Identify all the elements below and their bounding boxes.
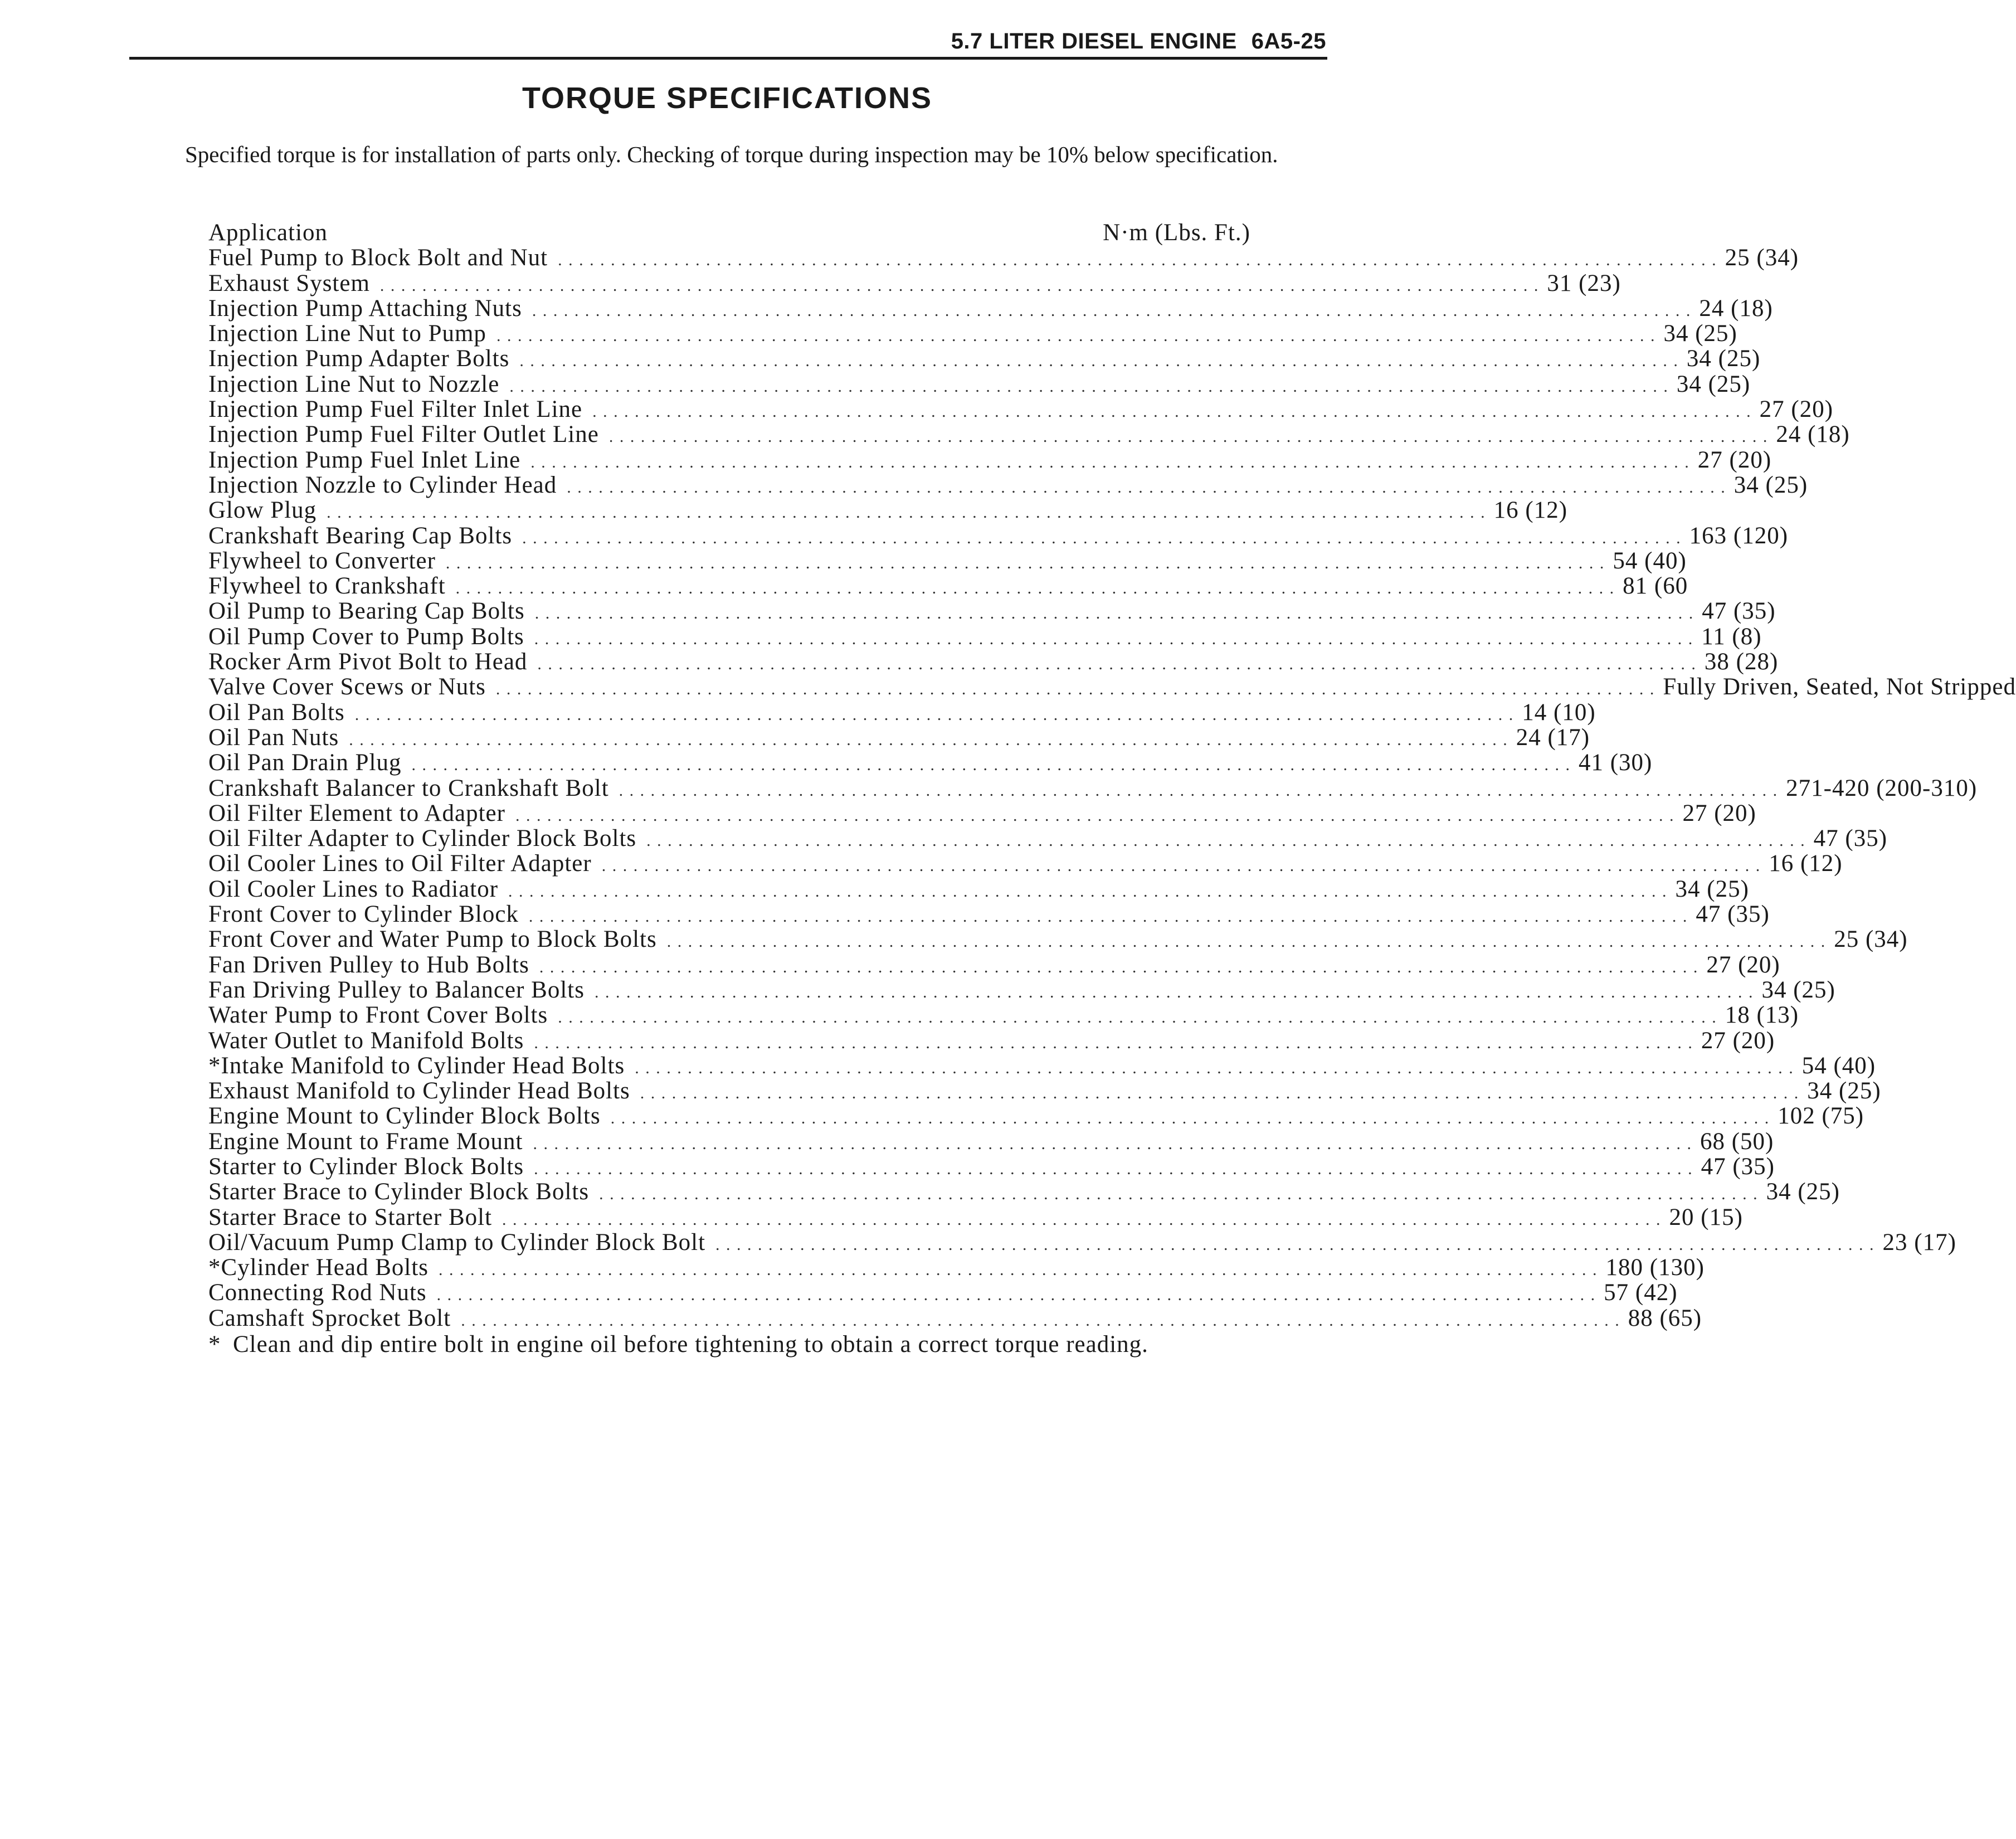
torque-cell: 54 (40) xyxy=(1613,547,1687,574)
dot-leader: . . . . . . . . . . . . . . . . . . . . . . . . . . . . . . . . . . . . . . . . . . . . . . . . . . . . . . . . . . . . . . . . . . . . . . . . . . . . . . . . . . . . . . . . . . . . . . . . . . . . . . . . . . . . . . xyxy=(534,629,1694,648)
application-cell: Oil Pan Drain Plug xyxy=(208,750,402,776)
torque-cell: 41 (30) xyxy=(1578,750,1653,776)
application-cell: Oil Pump to Bearing Cap Bolts xyxy=(208,598,525,625)
application-cell: Valve Cover Scews or Nuts xyxy=(208,674,486,700)
header-rule xyxy=(129,57,1327,60)
table-row xyxy=(208,295,1773,322)
table-row xyxy=(208,951,1780,978)
footnote-text: Clean and dip entire bolt in engine oil before tightening to obtain a correct torque reading. xyxy=(233,1331,1148,1358)
torque-cell: 27 (20) xyxy=(1701,1027,1775,1054)
application-cell: Engine Mount to Cylinder Block Bolts xyxy=(208,1103,601,1130)
application-cell: Water Pump to Front Cover Bolts xyxy=(208,1002,548,1029)
dot-leader: . . . . . . . . . . . . . . . . . . . . . . . . . . . . . . . . . . . . . . . . . . . . . . . . . . . . . . . . . . . . . . . . . . . . . . . . . . . . . . . . . . . . . . . . . . . . . . . . . . . . . . . . . . . . . . xyxy=(635,1058,1794,1077)
section-title: 5.7 LITER DIESEL ENGINE xyxy=(951,29,1237,53)
table-row xyxy=(208,471,1808,498)
application-cell: Oil Cooler Lines to Radiator xyxy=(208,875,499,902)
table-row xyxy=(208,674,2016,700)
torque-cell: 34 (25) xyxy=(1761,976,1835,1003)
torque-cell: 180 (130) xyxy=(1605,1254,1705,1281)
application-cell: Flywheel to Converter xyxy=(208,547,436,574)
table-row xyxy=(208,976,1835,1003)
table-row xyxy=(208,775,1978,801)
torque-cell: 34 (25) xyxy=(1663,320,1737,347)
application-cell: Injection Pump Attaching Nuts xyxy=(208,295,522,322)
table-body xyxy=(208,245,2016,1331)
dot-leader: . . . . . . . . . . . . . . . . . . . . . . . . . . . . . . . . . . . . . . . . . . . . . . . . . . . . . . . . . . . . . . . . . . . . . . . . . . . . . . . . . . . . . . . . . . . . . . . . . . . . . . . . . . . . . . xyxy=(533,1134,1692,1153)
dot-leader: . . . . . . . . . . . . . . . . . . . . . . . . . . . . . . . . . . . . . . . . . . . . . . . . . . . . . . . . . . . . . . . . . . . . . . . . . . . . . . . . . . . . . . . . . . . . . . . . . . . . . . . . . . . . . . xyxy=(715,1235,1875,1254)
application-cell: Starter to Cylinder Block Bolts xyxy=(208,1153,524,1180)
application-cell: Exhaust System xyxy=(208,270,370,296)
table-row xyxy=(208,598,1776,625)
application-cell: *Intake Manifold to Cylinder Head Bolts xyxy=(208,1052,625,1079)
application-cell: Oil Filter Adapter to Cylinder Block Bolts xyxy=(208,825,637,852)
table-row xyxy=(208,649,1779,675)
torque-cell: 57 (42) xyxy=(1604,1279,1678,1306)
table-row xyxy=(208,724,1590,751)
intro-paragraph: Specified torque is for installation of parts only. Checking of torque during inspection may be 10% below specification. xyxy=(185,142,1278,167)
dot-leader: . . . . . . . . . . . . . . . . . . . . . . . . . . . . . . . . . . . . . . . . . . . . . . . . . . . . . . . . . . . . . . . . . . . . . . . . . . . . . . . . . . . . . . . . . . . . . . . . . . . . . . . . . . . . . . xyxy=(610,1109,1770,1128)
application-cell: Fuel Pump to Block Bolt and Nut xyxy=(208,245,548,271)
application-cell: Oil/Vacuum Pump Clamp to Cylinder Block Bolt xyxy=(208,1229,706,1256)
application-cell: Fan Driven Pulley to Hub Bolts xyxy=(208,951,529,978)
torque-cell: 25 (34) xyxy=(1834,926,1908,953)
dot-leader: . . . . . . . . . . . . . . . . . . . . . . . . . . . . . . . . . . . . . . . . . . . . . . . . . . . . . . . . . . . . . . . . . . . . . . . . . . . . . . . . . . . . . . . . . . . . . . . . . . . . . . . . . . . . . . xyxy=(599,1185,1759,1204)
application-cell: Oil Filter Element to Adapter xyxy=(208,800,505,826)
application-cell: Oil Pump Cover to Pump Bolts xyxy=(208,623,524,650)
torque-cell: 27 (20) xyxy=(1682,800,1756,826)
table-row xyxy=(208,1279,1678,1306)
application-cell: Fan Driving Pulley to Balancer Bolts xyxy=(208,976,585,1003)
dot-leader: . . . . . . . . . . . . . . . . . . . . . . . . . . . . . . . . . . . . . . . . . . . . . . . . . . . . . . . . . . . . . . . . . . . . . . . . . . . . . . . . . . . . . . . . . . . . . . . . . . . . . . . . . . . . . . xyxy=(519,352,1679,371)
torque-cell: 38 (28) xyxy=(1704,649,1779,675)
table-row xyxy=(208,547,1687,574)
dot-leader: . . . . . . . . . . . . . . . . . . . . . . . . . . . . . . . . . . . . . . . . . . . . . . . . . . . . . . . . . . . . . . . . . . . . . . . . . . . . . . . . . . . . . . . . . . . . . . . . . . . . . . . . . . . . . . xyxy=(411,756,1571,775)
table-row xyxy=(208,1179,1840,1205)
torque-cell: Fully Driven, Seated, Not Stripped xyxy=(1663,674,2016,700)
table-row xyxy=(208,623,1762,650)
torque-cell: 47 (35) xyxy=(1696,901,1770,928)
dot-leader: . . . . . . . . . . . . . . . . . . . . . . . . . . . . . . . . . . . . . . . . . . . . . . . . . . . . . . . . . . . . . . . . . . . . . . . . . . . . . . . . . . . . . . . . . . . . . . . . . . . . . . . . . . . . . . xyxy=(646,831,1806,850)
dot-leader: . . . . . . . . . . . . . . . . . . . . . . . . . . . . . . . . . . . . . . . . . . . . . . . . . . . . . . . . . . . . . . . . . . . . . . . . . . . . . . . . . . . . . . . . . . . . . . . . . . . . . . . . . . . . . . xyxy=(530,453,1690,471)
dot-leader: . . . . . . . . . . . . . . . . . . . . . . . . . . . . . . . . . . . . . . . . . . . . . . . . . . . . . . . . . . . . . . . . . . . . . . . . . . . . . . . . . . . . . . . . . . . . . . . . . . . . . . . . . . . . . . xyxy=(534,1033,1693,1052)
application-cell: Rocker Arm Pivot Bolt to Head xyxy=(208,649,528,675)
torque-cell: 27 (20) xyxy=(1706,951,1780,978)
torque-cell: 24 (18) xyxy=(1776,421,1850,448)
running-head xyxy=(951,29,1326,54)
footnote xyxy=(208,1332,1191,1357)
application-cell: Glow Plug xyxy=(208,497,317,524)
torque-cell: 54 (40) xyxy=(1801,1052,1876,1079)
application-cell: Oil Pan Nuts xyxy=(208,724,339,751)
dot-leader: . . . . . . . . . . . . . . . . . . . . . . . . . . . . . . . . . . . . . . . . . . . . . . . . . . . . . . . . . . . . . . . . . . . . . . . . . . . . . . . . . . . . . . . . . . . . . . . . . . . . . . . . . . . . . . xyxy=(567,478,1726,497)
page-number: 6A5-25 xyxy=(1251,29,1326,53)
table-row xyxy=(208,446,1772,473)
table-row xyxy=(208,800,1756,826)
table-row xyxy=(208,1254,1705,1281)
table-row xyxy=(208,396,1834,423)
dot-leader: . . . . . . . . . . . . . . . . . . . . . . . . . . . . . . . . . . . . . . . . . . . . . . . . . . . . . . . . . . . . . . . . . . . . . . . . . . . . . . . . . . . . . . . . . . . . . . . . . . . . . . . . . . . . . . xyxy=(461,1311,1620,1330)
torque-cell: 81 (60 xyxy=(1623,573,1688,600)
dot-leader: . . . . . . . . . . . . . . . . . . . . . . . . . . . . . . . . . . . . . . . . . . . . . . . . . . . . . . . . . . . . . . . . . . . . . . . . . . . . . . . . . . . . . . . . . . . . . . . . . . . . . . . . . . . . . . xyxy=(534,604,1694,623)
torque-cell: 163 (120) xyxy=(1689,522,1789,549)
application-cell: Crankshaft Balancer to Crankshaft Bolt xyxy=(208,775,609,801)
table-row xyxy=(208,1027,1775,1054)
dot-leader: . . . . . . . . . . . . . . . . . . . . . . . . . . . . . . . . . . . . . . . . . . . . . . . . . . . . . . . . . . . . . . . . . . . . . . . . . . . . . . . . . . . . . . . . . . . . . . . . . . . . . . . . . . . . . . xyxy=(537,655,1697,674)
dot-leader: . . . . . . . . . . . . . . . . . . . . . . . . . . . . . . . . . . . . . . . . . . . . . . . . . . . . . . . . . . . . . . . . . . . . . . . . . . . . . . . . . . . . . . . . . . . . . . . . . . . . . . . . . . . . . . xyxy=(592,402,1752,421)
application-cell: Injection Pump Fuel Filter Inlet Line xyxy=(208,396,583,423)
dot-leader: . . . . . . . . . . . . . . . . . . . . . . . . . . . . . . . . . . . . . . . . . . . . . . . . . . . . . . . . . . . . . . . . . . . . . . . . . . . . . . . . . . . . . . . . . . . . . . . . . . . . . . . . . . . . . . xyxy=(558,251,1717,270)
torque-cell: 23 (17) xyxy=(1882,1229,1956,1256)
dot-leader: . . . . . . . . . . . . . . . . . . . . . . . . . . . . . . . . . . . . . . . . . . . . . . . . . . . . . . . . . . . . . . . . . . . . . . . . . . . . . . . . . . . . . . . . . . . . . . . . . . . . . . . . . . . . . . xyxy=(539,957,1699,976)
dot-leader: . . . . . . . . . . . . . . . . . . . . . . . . . . . . . . . . . . . . . . . . . . . . . . . . . . . . . . . . . . . . . . . . . . . . . . . . . . . . . . . . . . . . . . . . . . . . . . . . . . . . . . . . . . . . . . xyxy=(508,882,1668,901)
dot-leader: . . . . . . . . . . . . . . . . . . . . . . . . . . . . . . . . . . . . . . . . . . . . . . . . . . . . . . . . . . . . . . . . . . . . . . . . . . . . . . . . . . . . . . . . . . . . . . . . . . . . . . . . . . . . . . xyxy=(436,1286,1596,1305)
application-cell: Starter Brace to Cylinder Block Bolts xyxy=(208,1179,590,1205)
torque-cell: 20 (15) xyxy=(1669,1204,1743,1230)
dot-leader: . . . . . . . . . . . . . . . . . . . . . . . . . . . . . . . . . . . . . . . . . . . . . . . . . . . . . . . . . . . . . . . . . . . . . . . . . . . . . . . . . . . . . . . . . . . . . . . . . . . . . . . . . . . . . . xyxy=(496,327,1656,346)
table-row xyxy=(208,1002,1799,1029)
dot-leader: . . . . . . . . . . . . . . . . . . . . . . . . . . . . . . . . . . . . . . . . . . . . . . . . . . . . . . . . . . . . . . . . . . . . . . . . . . . . . . . . . . . . . . . . . . . . . . . . . . . . . . . . . . . . . . xyxy=(528,907,1688,926)
table-row xyxy=(208,1103,1864,1130)
dot-leader: . . . . . . . . . . . . . . . . . . . . . . . . . . . . . . . . . . . . . . . . . . . . . . . . . . . . . . . . . . . . . . . . . . . . . . . . . . . . . . . . . . . . . . . . . . . . . . . . . . . . . . . . . . . . . . xyxy=(379,276,1540,295)
torque-spec-table xyxy=(208,220,2016,1358)
dot-leader: . . . . . . . . . . . . . . . . . . . . . . . . . . . . . . . . . . . . . . . . . . . . . . . . . . . . . . . . . . . . . . . . . . . . . . . . . . . . . . . . . . . . . . . . . . . . . . . . . . . . . . . . . . . . . . xyxy=(327,503,1486,522)
torque-cell: 271-420 (200-310) xyxy=(1786,775,1978,801)
torque-cell: 102 (75) xyxy=(1778,1103,1864,1130)
page-title: TORQUE SPECIFICATIONS xyxy=(522,81,933,115)
table-row xyxy=(208,901,1770,928)
table-row xyxy=(208,421,1850,448)
table-row xyxy=(208,573,1688,600)
table-row xyxy=(208,926,1908,953)
dot-leader: . . . . . . . . . . . . . . . . . . . . . . . . . . . . . . . . . . . . . . . . . . . . . . . . . . . . . . . . . . . . . . . . . . . . . . . . . . . . . . . . . . . . . . . . . . . . . . . . . . . . . . . . . . . . . . xyxy=(558,1008,1717,1027)
application-cell: Starter Brace to Starter Bolt xyxy=(208,1204,493,1230)
application-cell: Crankshaft Bearing Cap Bolts xyxy=(208,522,513,549)
column-header-application: Application xyxy=(208,220,328,246)
table-row xyxy=(208,1229,1956,1256)
table-row xyxy=(208,825,1888,852)
dot-leader: . . . . . . . . . . . . . . . . . . . . . . . . . . . . . . . . . . . . . . . . . . . . . . . . . . . . . . . . . . . . . . . . . . . . . . . . . . . . . . . . . . . . . . . . . . . . . . . . . . . . . . . . . . . . . . xyxy=(354,705,1515,724)
torque-cell: 24 (18) xyxy=(1699,295,1773,322)
application-cell: Front Cover to Cylinder Block xyxy=(208,901,519,928)
application-cell: Injection Line Nut to Pump xyxy=(208,320,486,347)
torque-cell: 47 (35) xyxy=(1701,1153,1775,1180)
table-row xyxy=(208,371,1751,397)
application-cell: Injection Pump Fuel Inlet Line xyxy=(208,446,521,473)
dot-leader: . . . . . . . . . . . . . . . . . . . . . . . . . . . . . . . . . . . . . . . . . . . . . . . . . . . . . . . . . . . . . . . . . . . . . . . . . . . . . . . . . . . . . . . . . . . . . . . . . . . . . . . . . . . . . . xyxy=(509,377,1669,396)
dot-leader: . . . . . . . . . . . . . . . . . . . . . . . . . . . . . . . . . . . . . . . . . . . . . . . . . . . . . . . . . . . . . . . . . . . . . . . . . . . . . . . . . . . . . . . . . . . . . . . . . . . . . . . . . . . . . . xyxy=(532,301,1692,320)
table-row xyxy=(208,1128,1774,1155)
torque-cell: 16 (12) xyxy=(1769,850,1843,877)
application-cell: Flywheel to Crankshaft xyxy=(208,573,446,600)
torque-cell: 34 (25) xyxy=(1675,875,1749,902)
torque-cell: 27 (20) xyxy=(1759,396,1834,423)
table-row xyxy=(208,245,1799,271)
torque-cell: 34 (25) xyxy=(1676,371,1751,397)
dot-leader: . . . . . . . . . . . . . . . . . . . . . . . . . . . . . . . . . . . . . . . . . . . . . . . . . . . . . . . . . . . . . . . . . . . . . . . . . . . . . . . . . . . . . . . . . . . . . . . . . . . . . . . . . . . . . . xyxy=(640,1084,1800,1103)
torque-cell: 68 (50) xyxy=(1700,1128,1774,1155)
torque-cell: 34 (25) xyxy=(1807,1078,1881,1105)
application-cell: Injection Pump Fuel Filter Outlet Line xyxy=(208,421,599,448)
table-row xyxy=(208,750,1653,776)
table-row xyxy=(208,1153,1775,1180)
application-cell: Injection Pump Adapter Bolts xyxy=(208,346,510,372)
application-cell: Front Cover and Water Pump to Block Bolts xyxy=(208,926,657,953)
dot-leader: . . . . . . . . . . . . . . . . . . . . . . . . . . . . . . . . . . . . . . . . . . . . . . . . . . . . . . . . . . . . . . . . . . . . . . . . . . . . . . . . . . . . . . . . . . . . . . . . . . . . . . . . . . . . . . xyxy=(608,427,1769,446)
dot-leader: . . . . . . . . . . . . . . . . . . . . . . . . . . . . . . . . . . . . . . . . . . . . . . . . . . . . . . . . . . . . . . . . . . . . . . . . . . . . . . . . . . . . . . . . . . . . . . . . . . . . . . . . . . . . . . xyxy=(515,806,1675,825)
torque-cell: 24 (17) xyxy=(1516,724,1590,751)
table-row xyxy=(208,346,1761,372)
dot-leader: . . . . . . . . . . . . . . . . . . . . . . . . . . . . . . . . . . . . . . . . . . . . . . . . . . . . . . . . . . . . . . . . . . . . . . . . . . . . . . . . . . . . . . . . . . . . . . . . . . . . . . . . . . . . . . xyxy=(594,982,1754,1001)
application-cell: Engine Mount to Frame Mount xyxy=(208,1128,523,1155)
dot-leader: . . . . . . . . . . . . . . . . . . . . . . . . . . . . . . . . . . . . . . . . . . . . . . . . . . . . . . . . . . . . . . . . . . . . . . . . . . . . . . . . . . . . . . . . . . . . . . . . . . . . . . . . . . . . . . xyxy=(455,579,1615,598)
torque-cell: 14 (10) xyxy=(1522,699,1596,726)
table-row xyxy=(208,522,1789,549)
torque-cell: 16 (12) xyxy=(1493,497,1568,524)
torque-cell: 18 (13) xyxy=(1725,1002,1799,1029)
footnote-marker: * xyxy=(208,1331,221,1358)
application-cell: Camshaft Sprocket Bolt xyxy=(208,1305,451,1331)
table-row xyxy=(208,850,1843,877)
application-cell: Connecting Rod Nuts xyxy=(208,1279,427,1306)
torque-cell: 25 (34) xyxy=(1725,245,1799,271)
table-row xyxy=(208,875,1749,902)
table-header xyxy=(208,220,1250,245)
torque-cell: 31 (23) xyxy=(1547,270,1621,296)
dot-leader: . . . . . . . . . . . . . . . . . . . . . . . . . . . . . . . . . . . . . . . . . . . . . . . . . . . . . . . . . . . . . . . . . . . . . . . . . . . . . . . . . . . . . . . . . . . . . . . . . . . . . . . . . . . . . . xyxy=(349,730,1508,749)
torque-cell: 47 (35) xyxy=(1702,598,1776,625)
torque-cell: 47 (35) xyxy=(1813,825,1888,852)
dot-leader: . . . . . . . . . . . . . . . . . . . . . . . . . . . . . . . . . . . . . . . . . . . . . . . . . . . . . . . . . . . . . . . . . . . . . . . . . . . . . . . . . . . . . . . . . . . . . . . . . . . . . . . . . . . . . . xyxy=(522,528,1682,547)
dot-leader: . . . . . . . . . . . . . . . . . . . . . . . . . . . . . . . . . . . . . . . . . . . . . . . . . . . . . . . . . . . . . . . . . . . . . . . . . . . . . . . . . . . . . . . . . . . . . . . . . . . . . . . . . . . . . . xyxy=(619,781,1779,800)
dot-leader: . . . . . . . . . . . . . . . . . . . . . . . . . . . . . . . . . . . . . . . . . . . . . . . . . . . . . . . . . . . . . . . . . . . . . . . . . . . . . . . . . . . . . . . . . . . . . . . . . . . . . . . . . . . . . . xyxy=(439,1261,1598,1279)
table-row xyxy=(208,1305,1702,1331)
dot-leader: . . . . . . . . . . . . . . . . . . . . . . . . . . . . . . . . . . . . . . . . . . . . . . . . . . . . . . . . . . . . . . . . . . . . . . . . . . . . . . . . . . . . . . . . . . . . . . . . . . . . . . . . . . . . . . xyxy=(601,857,1761,875)
torque-cell: 11 (8) xyxy=(1701,623,1762,650)
dot-leader: . . . . . . . . . . . . . . . . . . . . . . . . . . . . . . . . . . . . . . . . . . . . . . . . . . . . . . . . . . . . . . . . . . . . . . . . . . . . . . . . . . . . . . . . . . . . . . . . . . . . . . . . . . . . . . xyxy=(445,553,1605,572)
table-row xyxy=(208,1078,1881,1105)
dot-leader: . . . . . . . . . . . . . . . . . . . . . . . . . . . . . . . . . . . . . . . . . . . . . . . . . . . . . . . . . . . . . . . . . . . . . . . . . . . . . . . . . . . . . . . . . . . . . . . . . . . . . . . . . . . . . . xyxy=(534,1159,1693,1178)
torque-cell: 27 (20) xyxy=(1697,446,1772,473)
table-row xyxy=(208,1204,1743,1230)
application-cell: Oil Cooler Lines to Oil Filter Adapter xyxy=(208,850,592,877)
table-row xyxy=(208,270,1621,296)
application-cell: Exhaust Manifold to Cylinder Head Bolts xyxy=(208,1078,630,1105)
column-header-torque: N·m (Lbs. Ft.) xyxy=(1103,220,1250,246)
table-row xyxy=(208,320,1737,347)
dot-leader: . . . . . . . . . . . . . . . . . . . . . . . . . . . . . . . . . . . . . . . . . . . . . . . . . . . . . . . . . . . . . . . . . . . . . . . . . . . . . . . . . . . . . . . . . . . . . . . . . . . . . . . . . . . . . . xyxy=(495,680,1655,699)
torque-cell: 34 (25) xyxy=(1766,1179,1840,1205)
torque-cell: 88 (65) xyxy=(1628,1305,1702,1331)
application-cell: Injection Line Nut to Nozzle xyxy=(208,371,500,397)
table-row xyxy=(208,699,1596,726)
dot-leader: . . . . . . . . . . . . . . . . . . . . . . . . . . . . . . . . . . . . . . . . . . . . . . . . . . . . . . . . . . . . . . . . . . . . . . . . . . . . . . . . . . . . . . . . . . . . . . . . . . . . . . . . . . . . . . xyxy=(666,932,1827,951)
application-cell: Water Outlet to Manifold Bolts xyxy=(208,1027,524,1054)
application-cell: Injection Nozzle to Cylinder Head xyxy=(208,471,557,498)
application-cell: Oil Pan Bolts xyxy=(208,699,345,726)
dot-leader: . . . . . . . . . . . . . . . . . . . . . . . . . . . . . . . . . . . . . . . . . . . . . . . . . . . . . . . . . . . . . . . . . . . . . . . . . . . . . . . . . . . . . . . . . . . . . . . . . . . . . . . . . . . . . . xyxy=(502,1210,1662,1229)
application-cell: *Cylinder Head Bolts xyxy=(208,1254,429,1281)
torque-cell: 34 (25) xyxy=(1686,346,1761,372)
table-row xyxy=(208,497,1568,524)
table-row xyxy=(208,1052,1876,1079)
torque-cell: 34 (25) xyxy=(1733,471,1808,498)
